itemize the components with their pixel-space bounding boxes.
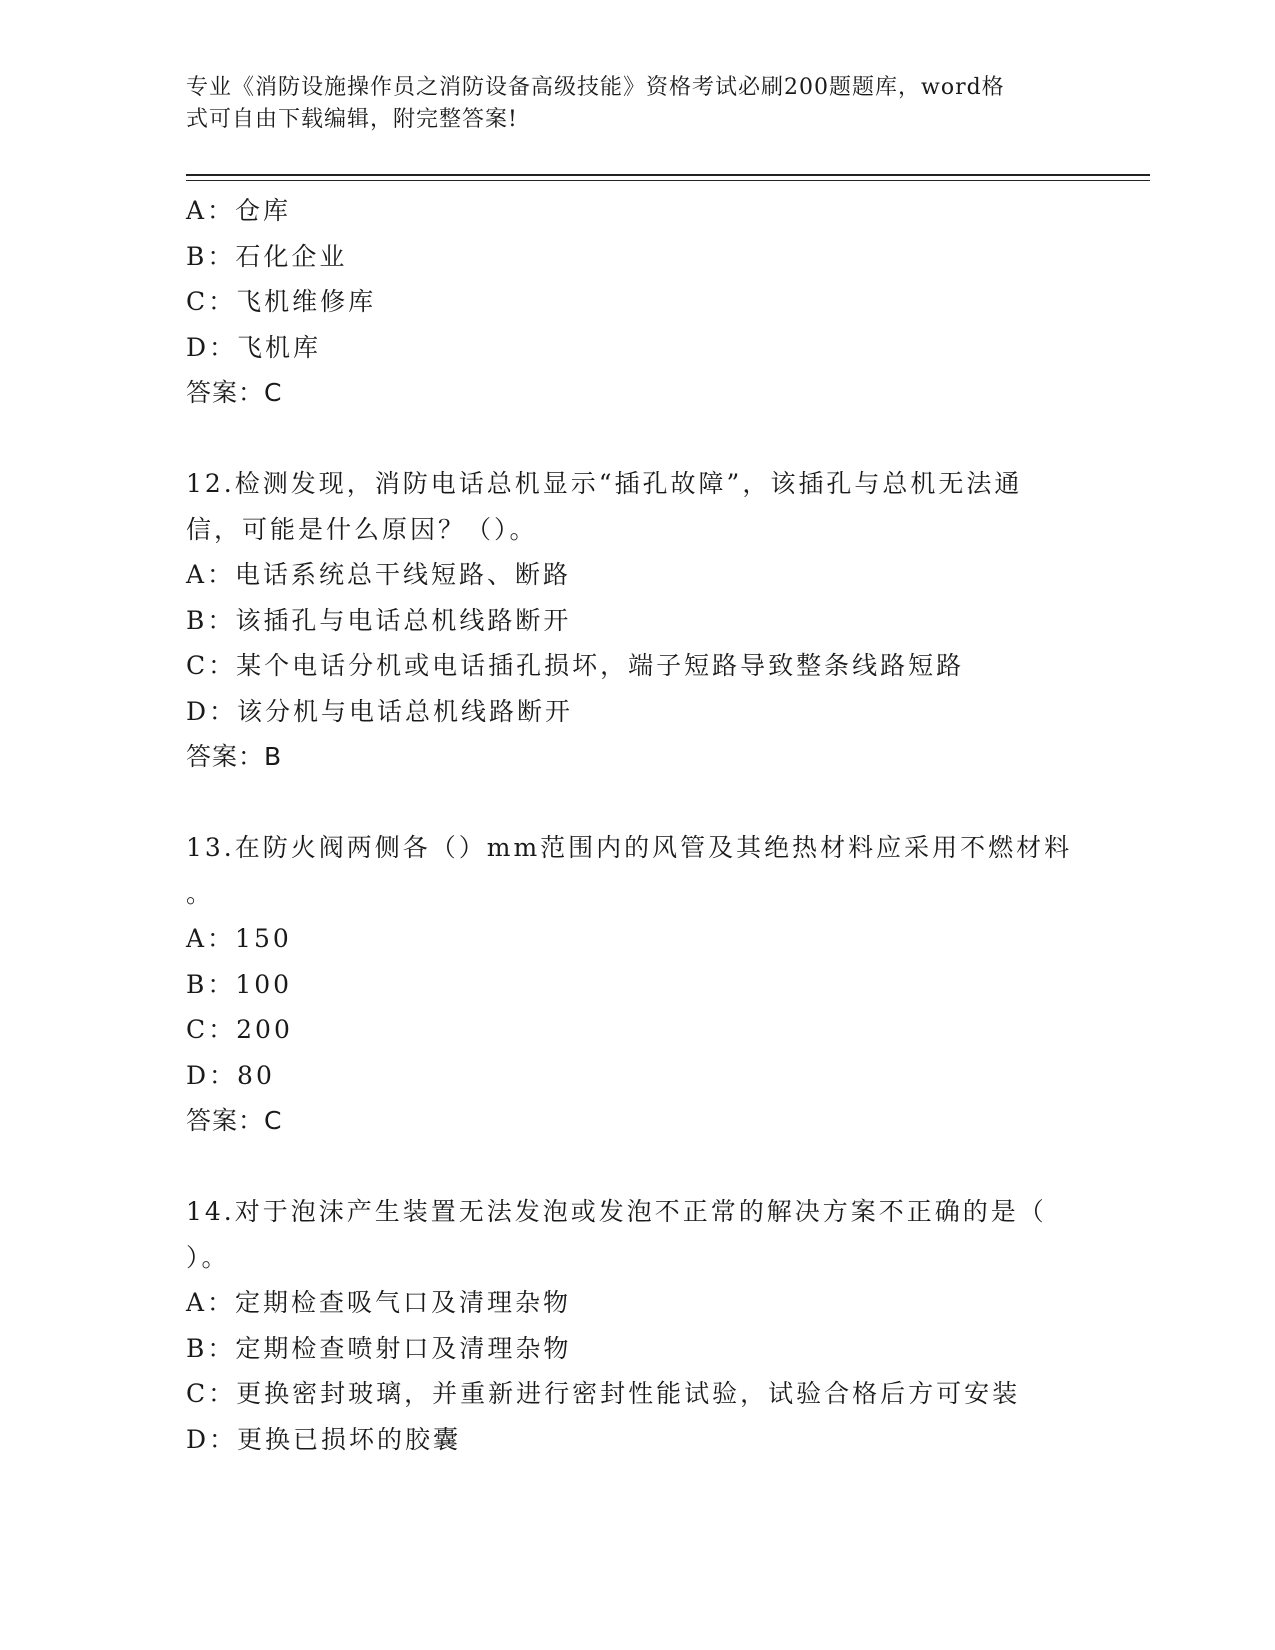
question-stem-line-2: 。 (186, 878, 215, 908)
question-stem-line-1: 13.在防火阀两侧各（）mm范围内的风管及其绝热材料应采用不燃材料 (186, 833, 1073, 862)
option-c: C：更换密封玻璃，并重新进行密封性能试验，试验合格后方可安装 (186, 1379, 1021, 1408)
question-stem-line-1: 14.对于泡沫产生装置无法发泡或发泡不正常的解决方案不正确的是（ (186, 1197, 1047, 1226)
option-d: D：更换已损坏的胶囊 (186, 1424, 462, 1454)
option-b: B：石化企业 (186, 241, 348, 271)
option-d: D：飞机库 (186, 332, 322, 362)
option-a: A：定期检查吸气口及清理杂物 (186, 1288, 572, 1317)
option-c: C：某个电话分机或电话插孔损坏，端子短路导致整条线路短路 (186, 651, 965, 680)
header-line-1: 专业《消防设施操作员之消防设备高级技能》资格考试必刷200题题库，word格 (186, 75, 1005, 100)
option-a: A：仓库 (186, 196, 292, 225)
option-c: C：200 (186, 1015, 293, 1044)
spacer (186, 780, 1086, 826)
header-rule-thick (186, 174, 1150, 176)
document-header (186, 72, 1086, 136)
option-b: B：100 (186, 969, 293, 999)
question-list (186, 188, 1086, 1462)
header-line-2: 式可自由下载编辑，附完整答案! (186, 107, 518, 132)
option-a: A：电话系统总干线短路、断路 (186, 560, 572, 589)
answer: 答案：C (186, 378, 283, 407)
option-a: A：150 (186, 924, 292, 953)
option-b: B：该插孔与电话总机线路断开 (186, 605, 572, 635)
answer: 答案：B (186, 742, 283, 771)
question-13 (186, 825, 1086, 1144)
option-d: D：80 (186, 1060, 275, 1090)
question-stem-line-1: 12.检测发现，消防电话总机显示“插孔故障”，该插孔与总机无法通 (186, 469, 1023, 498)
spacer (186, 1144, 1086, 1190)
option-b: B：定期检查喷射口及清理杂物 (186, 1333, 572, 1363)
question-stem-line-2: ）。 (186, 1242, 230, 1272)
question-12 (186, 461, 1086, 780)
header-rule-thin (186, 180, 1150, 181)
option-c: C：飞机维修库 (186, 287, 377, 316)
answer: 答案：C (186, 1106, 283, 1135)
question-stem-line-2: 信，可能是什么原因？（）。 (186, 514, 538, 544)
question-11 (186, 188, 1086, 416)
option-d: D：该分机与电话总机线路断开 (186, 696, 574, 726)
question-14 (186, 1189, 1086, 1462)
spacer (186, 416, 1086, 462)
